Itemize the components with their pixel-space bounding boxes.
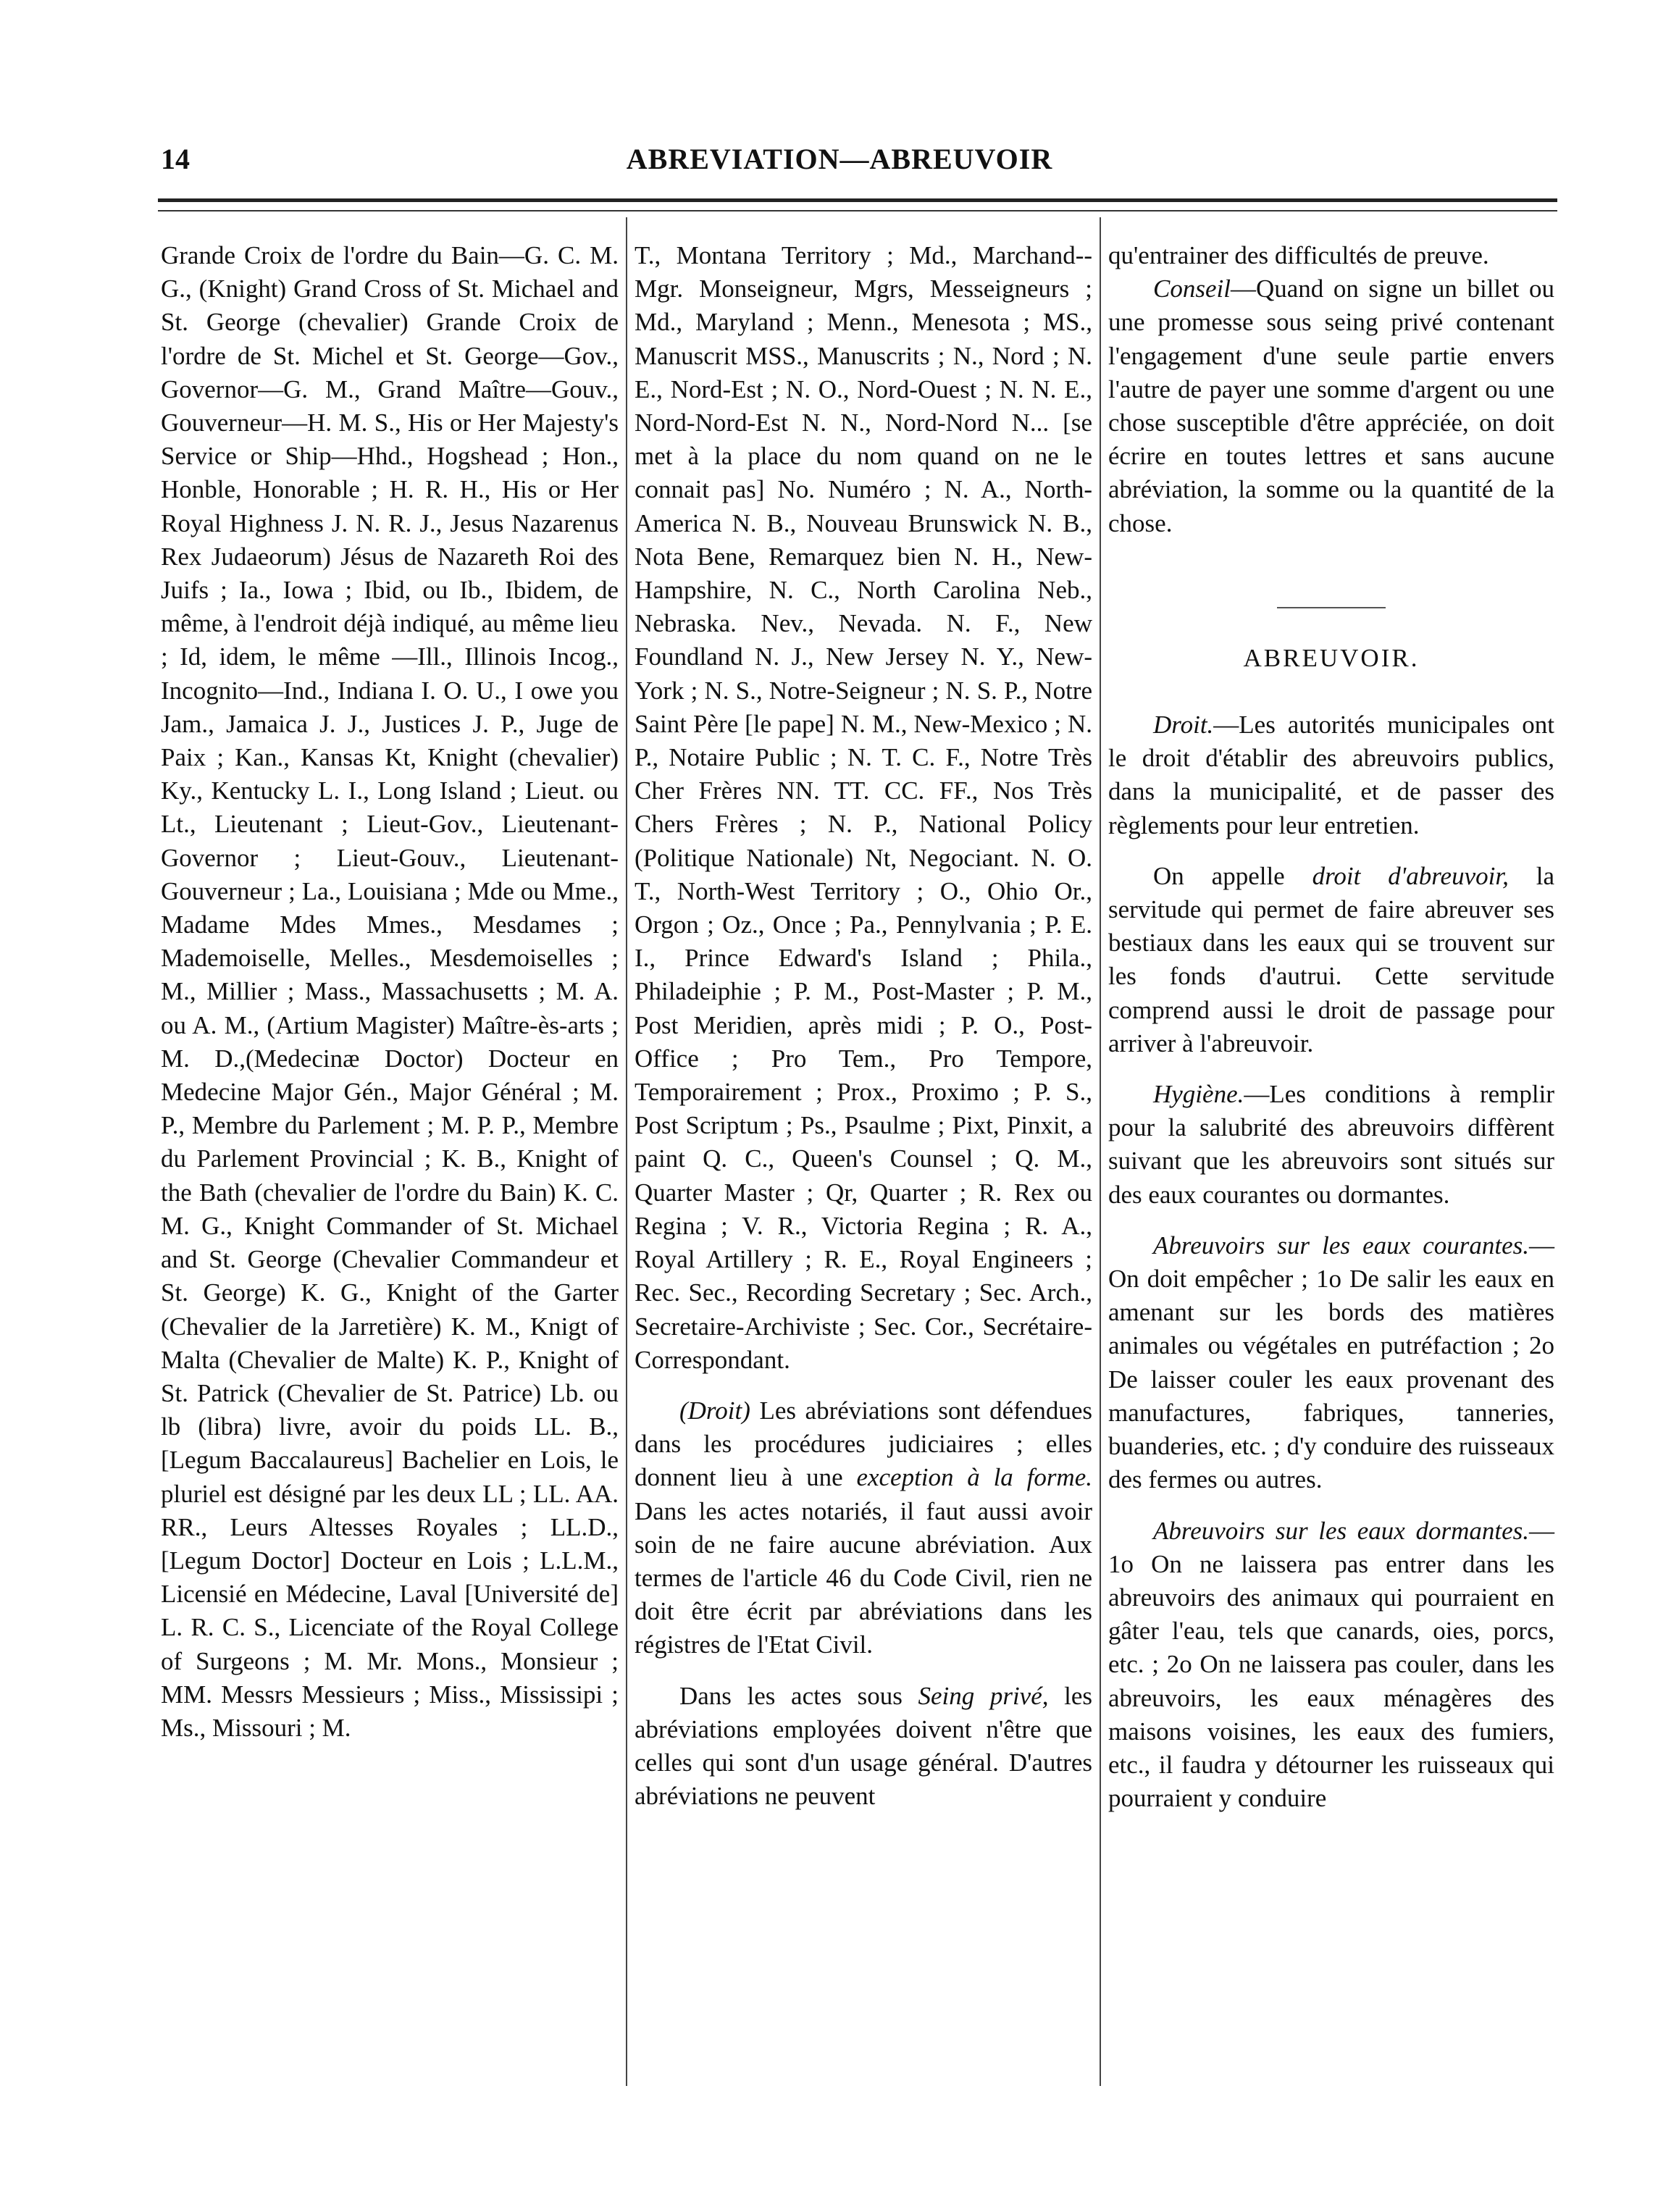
conseil-paragraph [1108, 272, 1554, 540]
seing-prive-paragraph [635, 1680, 1092, 1814]
droit-abreuvoir-text-b: la servitude qui permet de faire abreuver ses bestiaux dans les eaux qui se trouvent sur les fonds d'autrui. Cette servitude comprend aussi le droit de passage pour arriver à l'abreuvoir. [1108, 861, 1554, 1057]
column-3 [1108, 239, 1554, 1815]
column-divider-2 [1100, 217, 1101, 2086]
droit-paragraph [635, 1394, 1092, 1662]
running-head: ABREVIATION—ABREUVOIR [626, 143, 1053, 175]
droit-label: Droit. [1153, 711, 1214, 740]
hygiene-paragraph [1108, 1078, 1554, 1212]
section-gap [1108, 608, 1554, 642]
eaux-dormantes-paragraph [1108, 1515, 1554, 1816]
eaux-dormantes-text: —1o On ne laissera pas entrer dans les abreuvoirs des animaux qui pourraient en gâter l'eau, tels que canards, oies, porcs, etc. ; 2o On ne laissera pas couler, dans les abreuvoirs, les eaux ménagères des maisons voisines, les eaux des fumiers, etc., il faudra y détourner les ruisseaux qui pourraient y conduire [1108, 1516, 1554, 1813]
continuation-line: qu'entrainer des difficultés de preuve. [1108, 241, 1489, 269]
header-rule-thick [158, 198, 1557, 202]
paragraph-gap [1108, 842, 1554, 860]
abreuvoir-heading: ABREUVOIR. [1243, 643, 1420, 672]
eaux-dormantes-label: Abreuvoirs sur les eaux dormantes. [1153, 1516, 1529, 1545]
droit-abreuvoir-term: droit d'abreuvoir, [1312, 861, 1509, 890]
droit-label: (Droit) [679, 1396, 750, 1425]
abreuvoir-droit-paragraph [1108, 708, 1554, 842]
paragraph-gap [635, 1662, 1092, 1680]
section-gap [1108, 574, 1554, 607]
eaux-courantes-label: Abreuvoirs sur les eaux courantes. [1153, 1231, 1529, 1260]
column-2 [635, 239, 1092, 1813]
paragraph-gap [1108, 1497, 1554, 1515]
droit-text-b: Dans les actes notariés, il faut aussi avoir soin de ne faire aucune abréviation. Aux termes de l'article 46 du Code Civil, rien ne doit être écrit par abréviations dans les régistres de l'Etat Civil. [635, 1496, 1092, 1659]
paragraph-gap [635, 1377, 1092, 1394]
paragraph-gap [1108, 1212, 1554, 1229]
header-rule-thin [158, 210, 1557, 211]
droit-text-a: Les abréviations sont défendues dans les procédures judiciaires ; elles donnent lieu à une [635, 1396, 1092, 1492]
conseil-text: —Quand on signe un billet ou une promesse sous seing privé contenant l'engagement d'une seule partie envers l'autre de payer une somme d'argent ou une chose susceptible d'être appréciée, on doit écrire en toutes lettres et sans aucune abréviation, la somme ou la quantité de la chose. [1108, 275, 1554, 537]
paragraph-gap [1108, 1060, 1554, 1078]
droit-abreuvoir-paragraph [1108, 860, 1554, 1060]
eaux-courantes-paragraph [1108, 1229, 1554, 1497]
abbreviation-list-continued: Grande Croix de l'ordre du Bain—G. C. M. G., (Knight) Grand Cross of St. Michael and St. George (chevalier) Grande Croix de l'ordre de St. Michel et St. George—Gov., Governor—G. M., Grand Maître—Gouv., Gouverneur—H. M. S., His or Her Majesty's Service or Ship—Hhd., Hogshead ; Hon., Honble, Honorable ; H. R. H., His or Her Royal Highness J. N. R. J., Jesus Nazarenus Rex Judaeorum) Jésus de Nazareth Roi des Juifs ; Ia., Iowa ; Ibid, ou Ib., Ibidem, de même, à l'endroit déjà indiqué, au même lieu ; Id, idem, le même —Ill., Illinois Incog., Incognito—Ind., Indiana I. O. U., I owe you Jam., Jamaica J. J., Justices J. P., Juge de Paix ; Kan., Kansas Kt, Knight (chevalier) Ky., Kentucky L. I., Long Island ; Lieut. ou Lt., Lieutenant ; Lieut-Gov., Lieutenant-Governor ; Lieut-Gouv., Lieutenant-Gouverneur ; La., Louisiana ; Mde ou Mme., Madame Mdes Mmes., Mesdames ; Mademoiselle, Melles., Mesdemoiselles ; M., Millier ; Mass., Massachusetts ; M. A. ou A. M., (Artium Magister) Maître-ès-arts ; M. D.,(Medecinæ Doctor) Docteur en Medecine Major Gén., Major Général ; M. P., Membre du Parlement ; M. P. P., Membre du Parlement Provincial ; K. B., Knight of the Bath (chevalier de l'ordre du Bain) K. C. M. G., Knight Commander of St. Michael and St. George (Chevalier Commandeur et St. George) K. G., Knight of the Garter (Chevalier de la Jarretière) K. M., Knigt of Malta (Chevalier de Malte) K. P., Knight of St. Patrick (Chevalier de St. Patrice) Lb. ou lb (libra) livre, avoir du poids LL. B., [Legum Baccalaureus] Bachelier en Lois, le pluriel est désigné par les deux LL ; LL. AA. RR., Leurs Altesses Royales ; LL.D., [Legum Doctor] Docteur en Lois ; L.L.M., Licensié en Médecine, Laval [Université de] L. R. C. S., Licenciate of the Royal College of Surgeons ; M. Mr. Mons., Monsieur ; MM. Messrs Messieurs ; Miss., Mississipi ; Ms., Missouri ; M. [161, 241, 619, 1742]
droit-text: —Les autorités municipales ont le droit d'établir des abreuvoirs publics, dans la municipalité, et de passer des règlements pour leur entretien. [1108, 711, 1554, 839]
abbreviation-list-end: T., Montana Territory ; Md., Marchand--Mgr. Monseigneur, Mgrs, Messeigneurs ; Md., Maryland ; Menn., Menesota ; MS., Manuscrit MSS., Manuscrits ; N., Nord ; N. E., Nord-Est ; N. O., Nord-Ouest ; N. N. E., Nord-Nord-Est N. N., Nord-Nord N... [se met à la place du nom quand on ne le connait pas] No. Numéro ; N. A., North-America N. B., Nouveau Brunswick N. B., Nota Bene, Remarquez bien N. H., New-Hampshire, N. C., North Carolina Neb., Nebraska. Nev., Nevada. N. F., New Foundland N. J., New Jersey N. Y., New-York ; N. S., Notre-Seigneur ; N. S. P., Notre Saint Père [le pape] N. M., New-Mexico ; N. P., Notaire Public ; N. T. C. F., Notre Très Cher Frères NN. TT. CC. FF., Nos Très Chers Frères ; N. P., National Policy (Politique Nationale) Nt, Negociant. N. O. T., North-West Territory ; O., Ohio Or., Orgon ; Oz., Once ; Pa., Pennylvania ; P. E. I., Prince Edward's Island ; Phila., Philadeiphie ; P. M., Post-Master ; P. M., Post Meridien, après midi ; P. O., Post-Office ; Pro Tem., Pro Tempore, Temporairement ; Prox., Proximo ; P. S., Post Scriptum ; Ps., Psaulme ; Pixt, Pinxit, a paint Q. C., Queen's Counsel ; Q. M., Quarter Master ; Qr, Quarter ; R. Rex ou Regina ; V. R., Victoria Regina ; R. A., Royal Artillery ; R. E., Royal Engineers ; Rec. Sec., Recording Secretary ; Sec. Arch., Secretaire-Archiviste ; Sec. Cor., Secrétaire-Correspondant. [635, 241, 1092, 1374]
page-number: 14 [161, 143, 190, 175]
droit-abreuvoir-text-a: On appelle [1153, 861, 1312, 890]
hygiene-label: Hygiène. [1153, 1080, 1244, 1109]
hygiene-text: —Les conditions à remplir pour la salubrité des abreuvoirs diffèrent suivant que les abreuvoirs sont situés sur des eaux courantes ou dormantes. [1108, 1080, 1554, 1209]
section-gap [1108, 675, 1554, 708]
exception-term: exception à la forme. [856, 1463, 1092, 1492]
conseil-label: Conseil [1153, 275, 1231, 303]
eaux-courantes-text: —On doit empêcher ; 1o De salir les eaux en amenant sur les bords des matières animales ou végétales en putréfaction ; 2o De laisser couler les eaux provenant des manufactures, fabriques, tanneries, buanderies, etc. ; d'y conduire des ruisseaux des fermes ou autres. [1108, 1231, 1554, 1494]
seing-text-b: les abréviations employées doivent n'être que celles qui sont d'un usage général. D'autres abréviations ne peuvent [635, 1681, 1092, 1811]
column-divider-1 [626, 217, 627, 2086]
column-1 [161, 239, 619, 1745]
section-gap [1108, 540, 1554, 574]
seing-prive-term: Seing privé, [918, 1681, 1049, 1710]
seing-text-a: Dans les actes sous [679, 1681, 918, 1710]
